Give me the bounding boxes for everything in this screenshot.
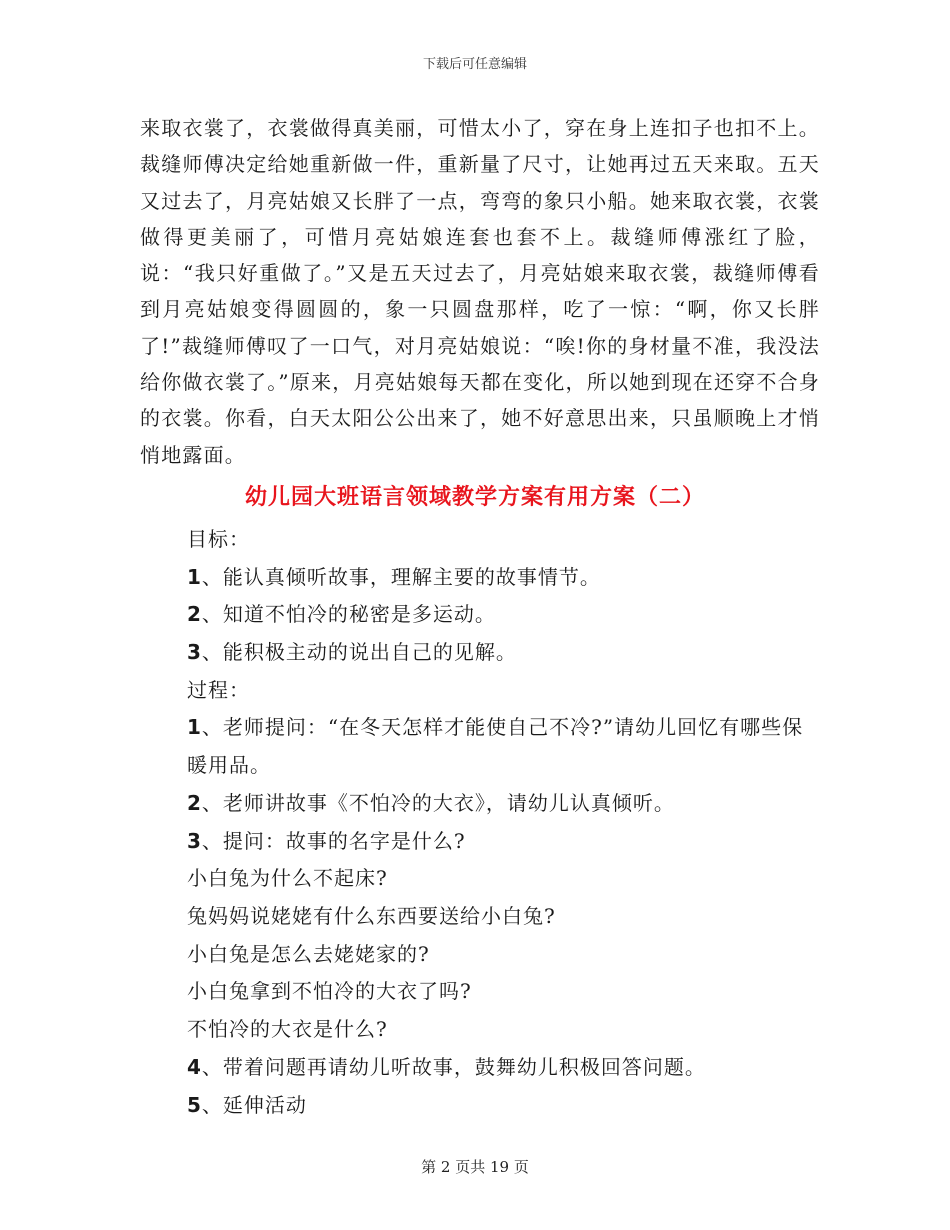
- step-text: 、带着问题再请幼儿听故事，鼓舞幼儿积极回答问题。: [201, 1054, 706, 1079]
- goal-item: [140, 559, 820, 597]
- step-number: 4: [187, 1054, 202, 1079]
- step-text: 、老师讲故事《不怕冷的大衣》，请幼儿认真倾听。: [201, 790, 675, 815]
- goals-heading: 目标：: [187, 526, 250, 551]
- question-item: 小白兔拿到不怕冷的大衣了吗?: [187, 979, 472, 1004]
- process-step: [140, 709, 820, 784]
- section-title: 幼儿园大班语言领域教学方案有用方案（二）: [244, 483, 705, 510]
- question-item: 小白兔为什么不起床?: [187, 866, 388, 891]
- goal-text: 、能认真倾听故事，理解主要的故事情节。: [201, 564, 601, 589]
- step-number: 2: [187, 790, 202, 815]
- question-item: 兔妈妈说姥姥有什么东西要送给小白兔?: [187, 904, 556, 928]
- goal-item: [140, 596, 820, 634]
- goal-number: 1: [187, 564, 202, 589]
- goal-number: 3: [187, 640, 202, 665]
- goal-text: 、能积极主动的说出自己的见解。: [201, 640, 517, 665]
- step-text: 、提问：故事的名字是什么?: [201, 828, 466, 853]
- goal-item: [140, 634, 820, 672]
- step-number: 5: [187, 1092, 202, 1117]
- question-item: 不怕冷的大衣是什么?: [187, 1017, 388, 1042]
- document-body: [140, 110, 820, 1124]
- goal-number: 2: [187, 602, 202, 627]
- process-step: [140, 1087, 820, 1125]
- story-paragraph: 来取衣裳了，衣裳做得真美丽，可惜太小了，穿在身上连扣子也扣不上。裁缝师傅决定给她重新做一件，重新量了尺寸，让她再过五天来取。五天又过去了，月亮姑娘又长胖了一点，弯弯的象只小船。她来取衣裳，衣裳做得更美丽了，可惜月亮姑娘连套也套不上。裁缝师傅涨红了脸，说：“我只好重做了。”又是五天过去了，月亮姑娘来取衣裳，裁缝师傅看到月亮姑娘变得圆圆的，象一只圆盘那样，吃了一惊：“啊，你又长胖了!”裁缝师傅叹了一口气，对月亮姑娘说：“唉!你的身材量不准，我没法给你做衣裳了。”原来，月亮姑娘每天都在变化，所以她到现在还穿不合身的衣裳。你看，白天太阳公公出来了，她不好意思出来，只虽顺晚上才悄悄地露面。: [140, 116, 820, 467]
- step-text: 、延伸活动: [201, 1092, 307, 1117]
- step-number: 1: [187, 715, 202, 740]
- process-step: [140, 1049, 820, 1087]
- page-header-note: 下载后可任意编辑: [422, 57, 527, 72]
- page-number-footer: 第 2 页共 19 页: [421, 1158, 529, 1176]
- step-number: 3: [187, 828, 202, 853]
- process-step: [140, 785, 820, 823]
- question-item: 小白兔是怎么去姥姥家的?: [187, 941, 430, 966]
- process-heading: 过程：: [187, 677, 250, 702]
- goal-text: 、知道不怕冷的秘密是多运动。: [201, 602, 496, 627]
- step-text: 、老师提问：“在冬天怎样才能使自己不冷?”请幼儿回忆有哪些保暖用品。: [187, 715, 804, 778]
- process-step: [140, 823, 820, 861]
